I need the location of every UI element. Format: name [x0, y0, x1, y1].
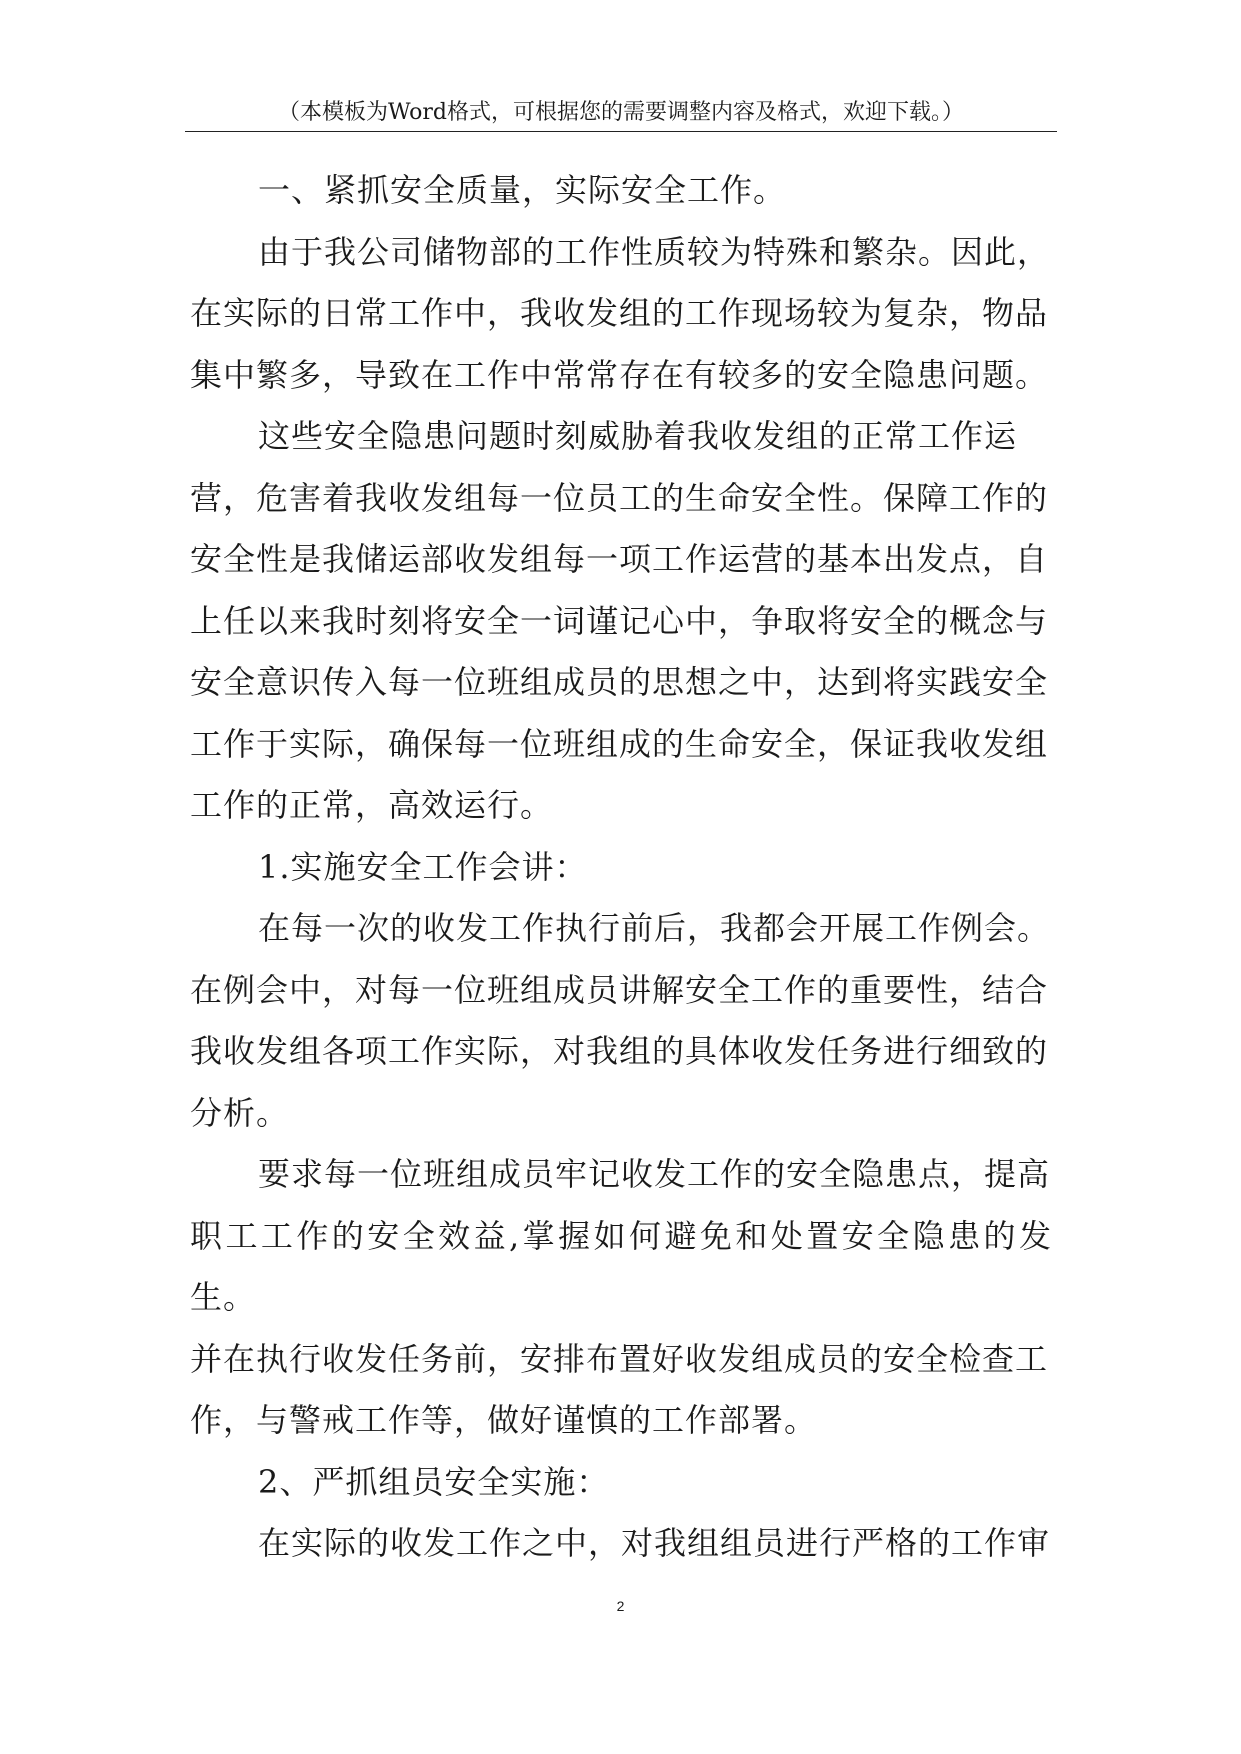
- subheading-1: 1.实施安全工作会讲：: [258, 847, 588, 886]
- header-note: （本模板为Word格式，可根据您的需要调整内容及格式，欢迎下载。）: [278, 100, 964, 125]
- header-divider: [185, 131, 1057, 132]
- page-number: 2: [616, 1598, 625, 1614]
- section-heading-1: 一、紧抓安全质量，实际安全工作。: [258, 171, 787, 209]
- subheading-2: 2、严抓组员安全实施：: [258, 1462, 610, 1501]
- body-paragraph: 要求每一位班组成员牢记收发工作的安全隐患点，提高 职工工作的安全效益,掌握如何避免和处置安全隐患的发生。 并在执行收发任务前，安排布置好收发组成员的安全检查工 作，与警戒工作等，做好谨慎的工作部署。: [190, 1155, 1052, 1439]
- body-paragraph: 在每一次的收发工作执行前后，我都会开展工作例会。 在例会中，对每一位班组成员讲解安全工作的重要性，结合 我收发组各项工作实际，对我组的具体收发任务进行细致的 分析。: [190, 909, 1051, 1132]
- body-paragraph: 由于我公司储物部的工作性质较为特殊和繁杂。因此， 在实际的日常工作中，我收发组的工作现场较为复杂，物品 集中繁多，导致在工作中常常存在有较多的安全隐患问题。: [190, 232, 1051, 394]
- document-body: [190, 160, 1052, 1575]
- body-paragraph: 这些安全隐患问题时刻威胁着我收发组的正常工作运 营，危害着我收发组每一位员工的生命安全性。保障工作的 安全性是我储运部收发组每一项工作运营的基本出发点，自 上任以来我时刻将安全一词谨记心中，争取将安全的概念与 安全意识传入每一位班组成员的思想之中，达到将实践安全 工作于实际，确保每一位班组成的生命安全，保证我收发组 工作的正常，高效运行。: [190, 417, 1049, 824]
- body-paragraph: 在实际的收发工作之中，对我组组员进行严格的工作审: [258, 1524, 1051, 1562]
